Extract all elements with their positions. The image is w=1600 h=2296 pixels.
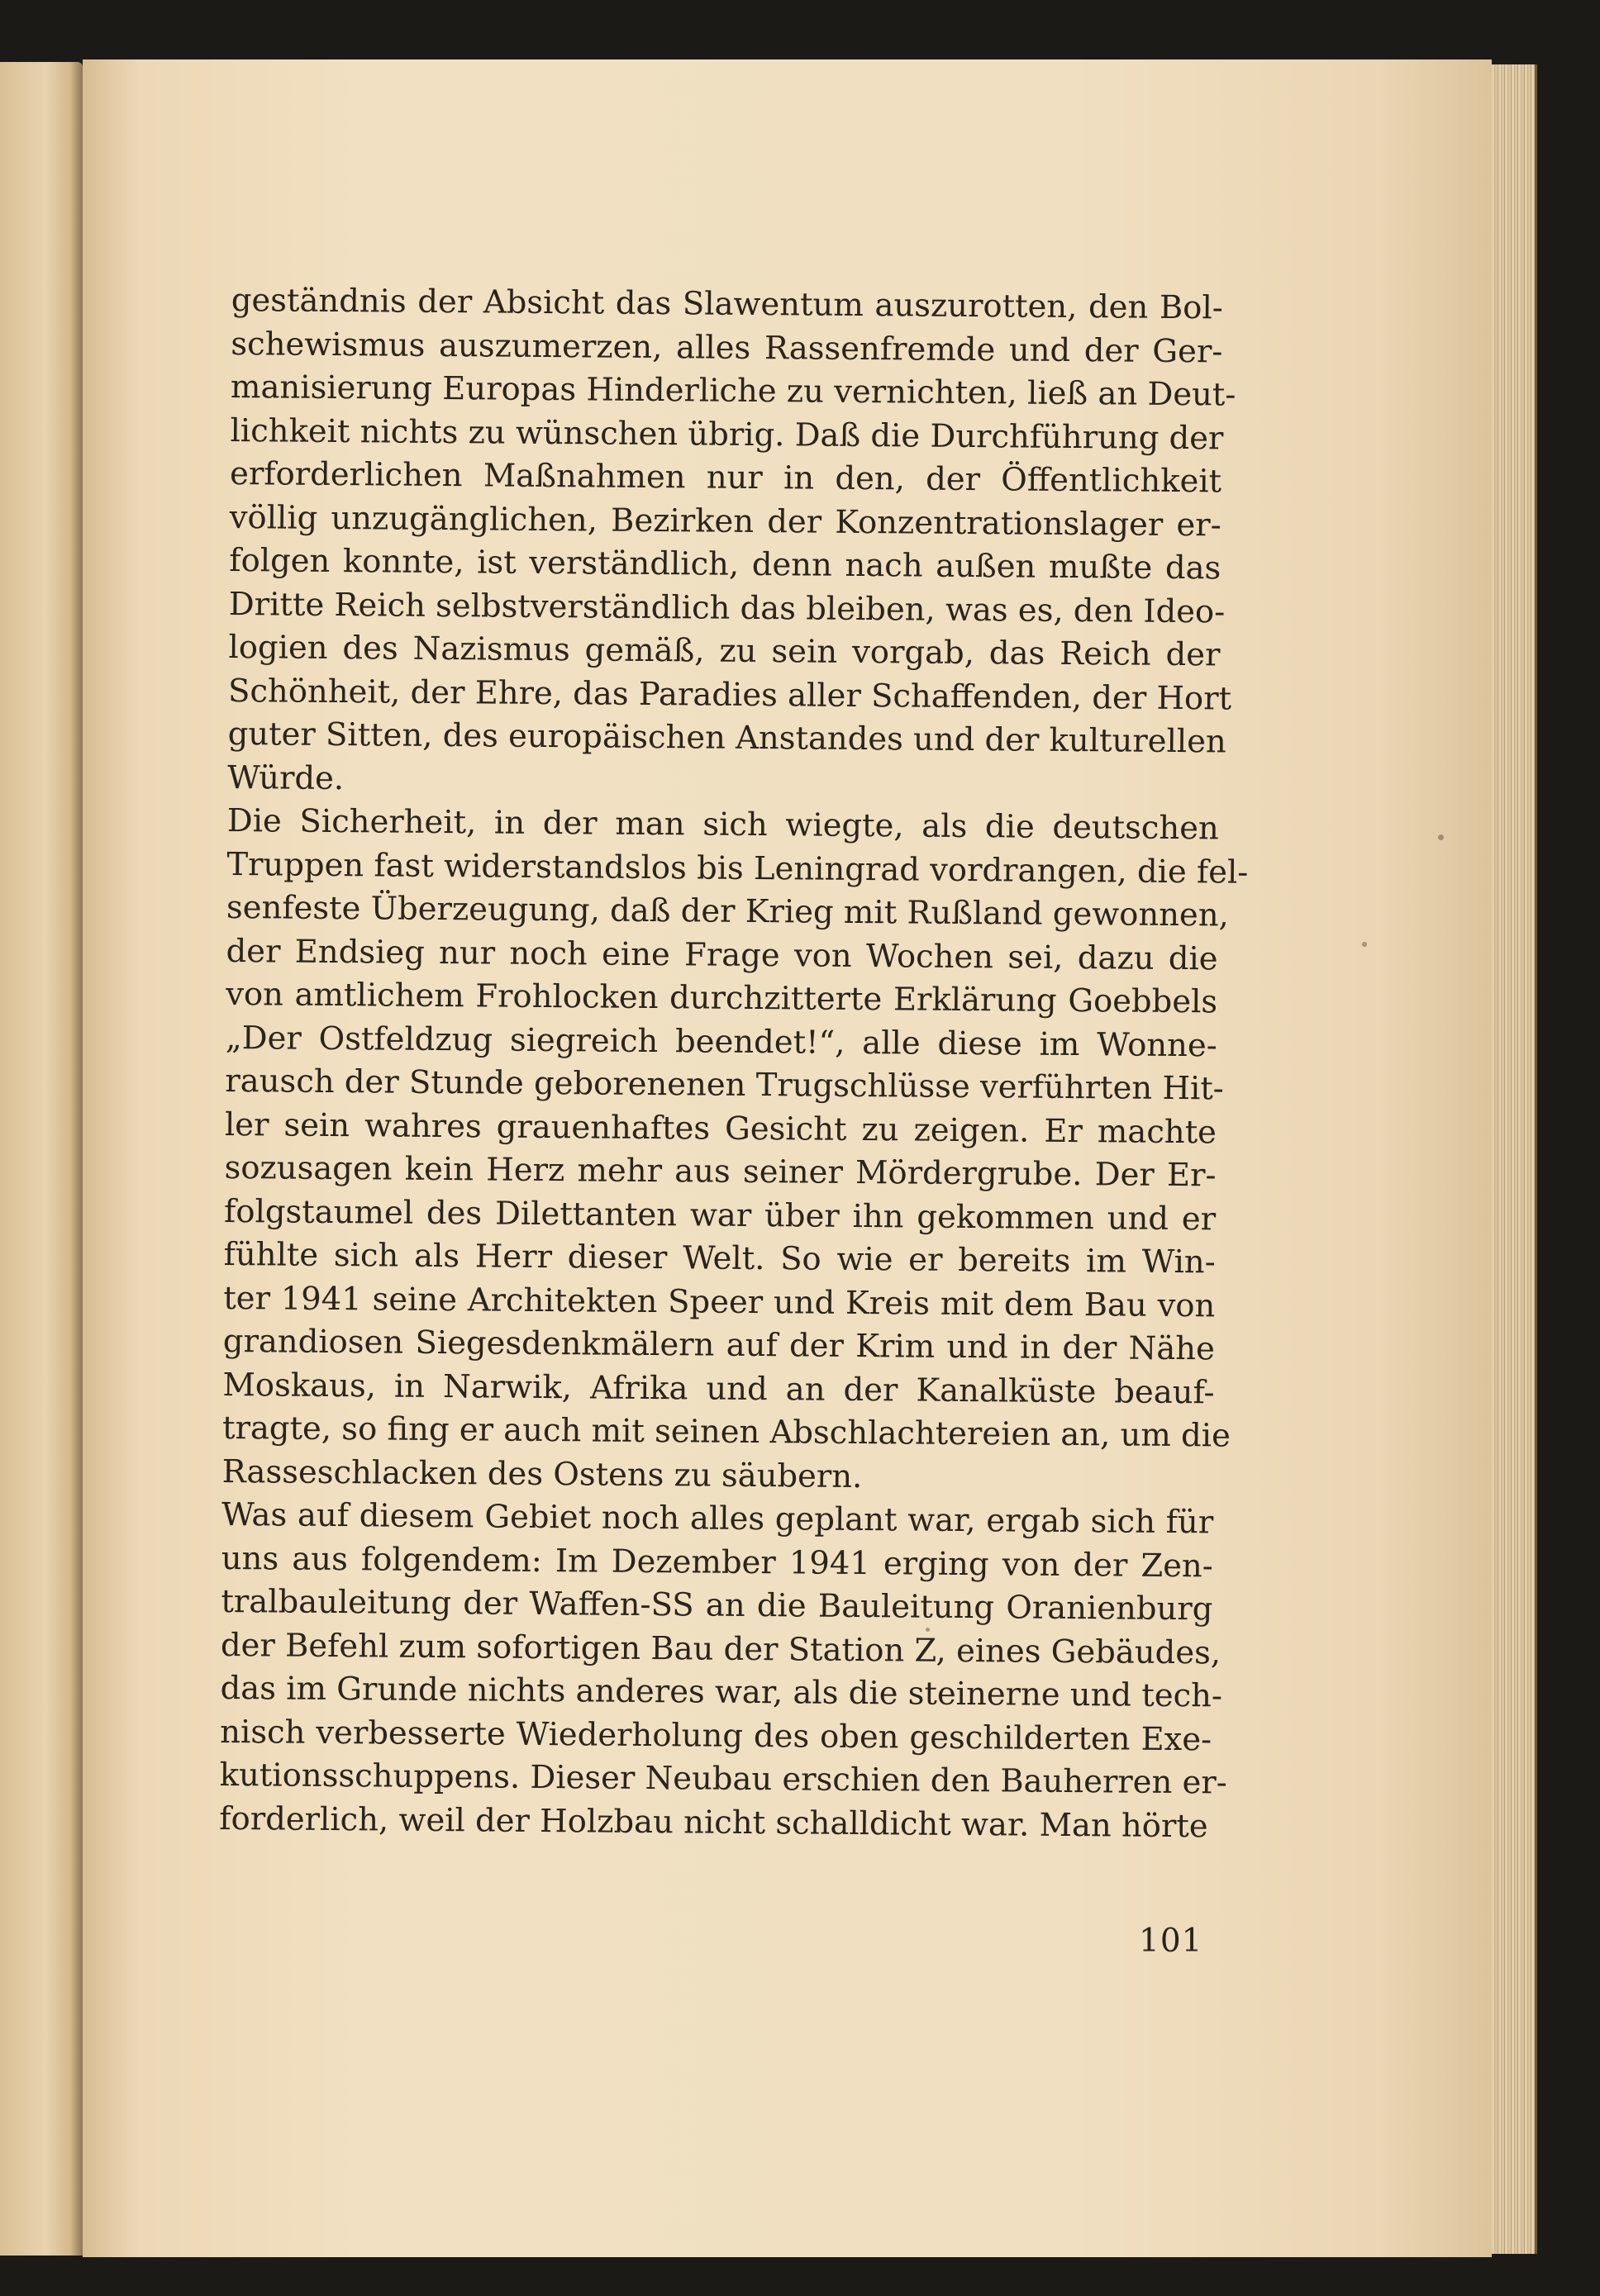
text-line: schewismus auszumerzen, alles Rassenfremde und der Ger- xyxy=(231,325,1223,370)
text-line: Würde. xyxy=(227,758,345,797)
text-line: geständnis der Absicht das Slawentum auszurotten, den Bol- xyxy=(231,281,1223,327)
text-line: rausch der Stunde geborenenen Trugschlüsse verführten Hit- xyxy=(225,1062,1224,1108)
text-line: ler sein wahres grauenhaftes Gesicht zu zeigen. Er machte xyxy=(224,1105,1217,1151)
text-line: senfeste Überzeugung, daß der Krieg mit Rußland gewonnen, xyxy=(226,888,1230,934)
text-line: von amtlichem Frohlocken durchzitterte Erklärung Goebbels xyxy=(226,975,1218,1021)
text-line: guter Sitten, des europäischen Anstandes und der kulturellen xyxy=(227,715,1226,761)
text-line: folgen konnte, ist verständlich, denn nach außen mußte das xyxy=(229,541,1221,587)
text-line: der Endsieg nur noch eine Frage von Wochen sei, dazu die xyxy=(226,932,1218,977)
text-line: der Befehl zum sofortigen Bau der Station Z, eines Gebäudes, xyxy=(220,1626,1221,1671)
text-line: das im Grunde nichts anderes war, als die steinerne und tech- xyxy=(220,1669,1223,1715)
text-line: lichkeit nichts zu wünschen übrig. Daß die Durchführung der xyxy=(230,411,1224,457)
paragraph xyxy=(221,800,1249,1501)
text-line: „Der Ostfeldzug siegreich beendet!“, alle diese im Wonne- xyxy=(225,1019,1217,1064)
text-line: ter 1941 seine Architekten Speer und Kreis mit dem Bau von xyxy=(223,1279,1216,1324)
text-line: nisch verbesserte Wiederholung des oben geschilderten Exe- xyxy=(220,1713,1212,1758)
text-line: fühlte sich als Herr dieser Welt. So wie er bereits im Win- xyxy=(223,1235,1216,1281)
text-line: Truppen fast widerstandslos bis Leningrad vordrangen, die fel- xyxy=(226,845,1249,891)
text-line: kutionsschuppens. Dieser Neubau erschien den Bauherren er- xyxy=(219,1756,1227,1802)
text-line: erforderlichen Maßnahmen nur in den, der Öffentlichkeit xyxy=(229,454,1222,501)
paragraph xyxy=(227,279,1236,807)
page-number: 101 xyxy=(1139,1923,1203,1960)
text-line: uns aus folgendem: Im Dezember 1941 erging von der Zen- xyxy=(221,1539,1213,1585)
text-line: forderlich, weil der Holzbau nicht schalldicht war. Man hörte xyxy=(219,1799,1208,1845)
text-line: Moskaus, in Narwik, Afrika und an der Kanalküste beauf- xyxy=(222,1366,1215,1411)
text-line: Die Sicherheit, in der man sich wiegte, als die deutschen xyxy=(226,801,1219,848)
paper-speck xyxy=(1438,834,1444,840)
text-line: tralbauleitung der Waffen-SS an die Bauleitung Oranienburg xyxy=(221,1582,1213,1628)
previous-page-edge xyxy=(0,62,83,2256)
text-line: folgstaumel des Dilettanten war über ihn gekommen und er xyxy=(223,1192,1217,1238)
paragraph xyxy=(219,1494,1227,1848)
text-line: Schönheit, der Ehre, das Paradies aller Schaffenden, der Hort xyxy=(227,672,1232,718)
body-text xyxy=(219,279,1249,1848)
text-line: logien des Nazismus gemäß, zu sein vorgab, das Reich der xyxy=(228,628,1221,674)
text-line: grandiosen Siegesdenkmälern auf der Krim und in der Nähe xyxy=(222,1322,1216,1368)
paper-speck xyxy=(1362,942,1367,947)
text-line: sozusagen kein Herz mehr aus seiner Mördergrube. Der Er- xyxy=(224,1148,1217,1195)
text-line: manisierung Europas Hinderliche zu vernichten, ließ an Deut- xyxy=(230,368,1236,414)
text-line: Dritte Reich selbstverständlich das bleiben, was es, den Ideo- xyxy=(228,585,1226,630)
text-line: Rasseschlacken des Ostens zu säubern. xyxy=(221,1452,863,1495)
text-line: tragte, so fing er auch mit seinen Abschlachtereien an, um die xyxy=(221,1409,1231,1455)
text-line: völlig unzugänglichen, Bezirken der Konzentrationslager er- xyxy=(229,498,1221,544)
page-stack-edge xyxy=(1492,64,1537,2254)
text-line: Was auf diesem Gebiet noch alles geplant war, ergab sich für xyxy=(221,1495,1214,1542)
